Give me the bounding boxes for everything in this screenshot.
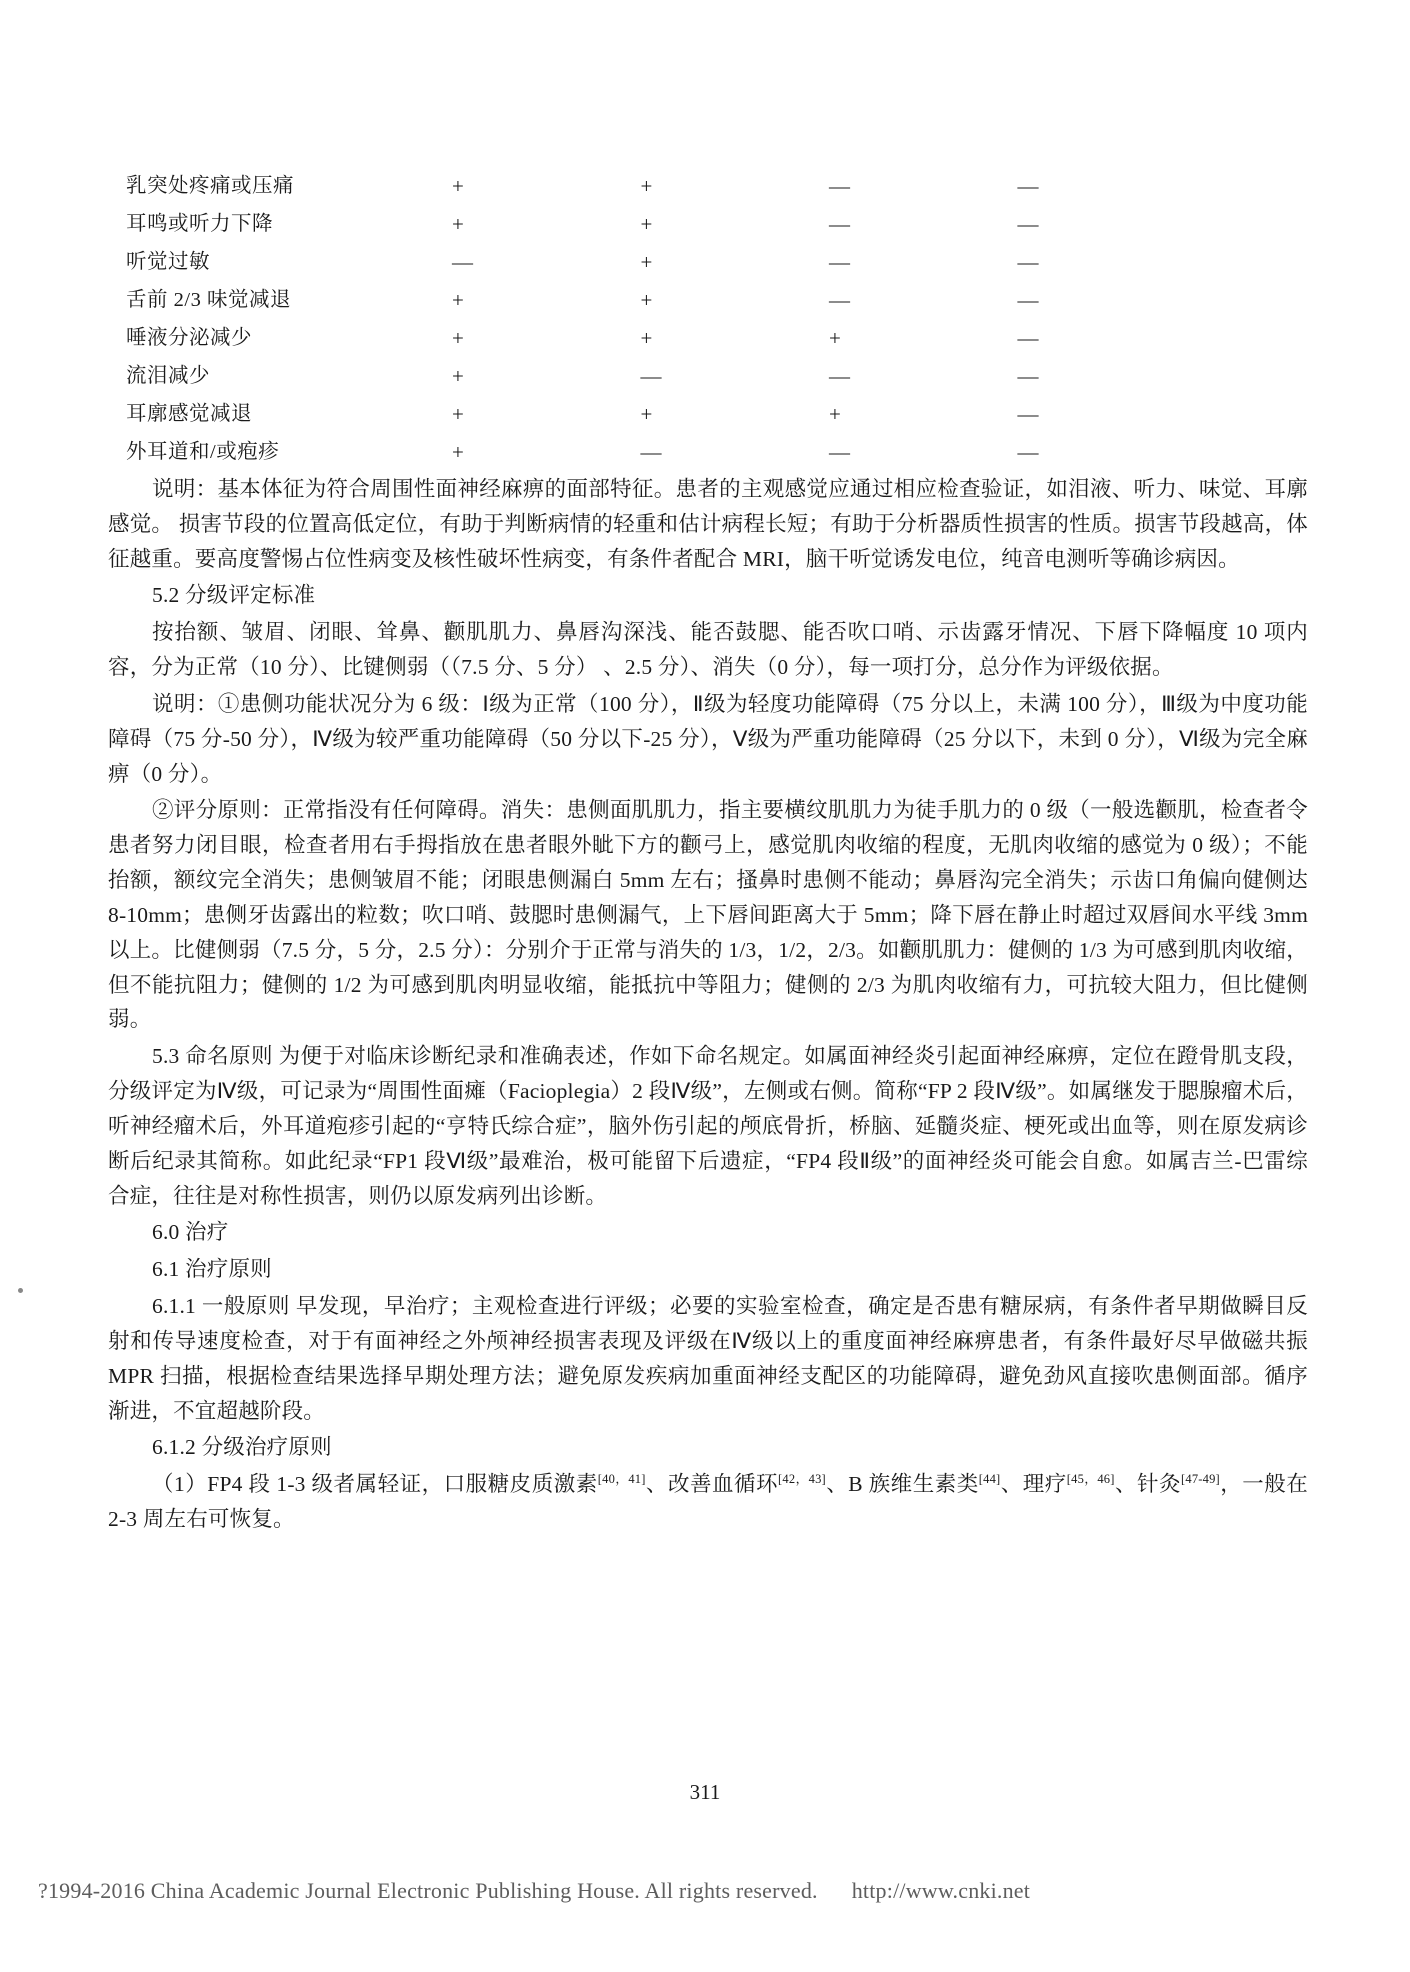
table-row [126,358,1206,396]
footer [38,1878,1378,1904]
reference-40-41: [40，41] [597,1472,646,1487]
table-row [126,206,1206,244]
treatment-text-c: 、B 族维生素类 [825,1472,979,1497]
table-row [126,282,1206,320]
heading-5-2: 5.2 分级评定标准 [152,583,316,608]
symptom-mark-col1: + [452,440,464,464]
paragraph-naming-principles: 5.3 命名原则 为便于对临床诊断纪录和准确表述，作如下命名规定。如属面神经炎引起面神经麻痹，定位在蹬骨肌支段，分级评定为Ⅳ级，可记录为“周围性面瘫（Facioplegia）2 段Ⅳ级”，左侧或右侧。简称“FP 2 段Ⅳ级”。如属继发于腮腺瘤术后，听神经瘤术后，外耳道疱疹引起的“亨特氏综合症”，脑外伤引起的颅底骨折，桥脑、延髓炎症、梗死或出血等，则在原发病诊断后纪录其简称。如此纪录“FP1 段Ⅵ级”最难治，极可能留下后遗症，“FP4 段Ⅱ级”的面神经炎可能会自愈。如属吉兰-巴雷综合症，往往是对称性损害，则仍以原发病列出诊断。 [108,1044,1308,1208]
symptom-label: 乳突处疼痛或压痛 [126,175,294,198]
symptom-mark-col2: — [640,364,662,388]
symptom-mark-col2: + [640,174,653,198]
reference-44: [44] [978,1472,1001,1487]
heading-6-0: 6.0 治疗 [152,1220,229,1245]
symptom-mark-col2: + [640,402,653,426]
paragraph-explanation: 说明：基本体征为符合周围性面神经麻痹的面部特征。患者的主观感觉应通过相应检查验证，如泪液、听力、味觉、耳廓感觉。 损害节段的位置高低定位，有助于判断病情的轻重和估计病程长短；有助于分析器质性损害的性质。损害节段越高，体征越重。要高度警惕占位性病变及核性破坏性病变，有条件者配合 MRI，脑干听觉诱发电位，纯音电测听等确诊病因。 [108,477,1308,571]
symptom-mark-col4: — [1017,326,1039,350]
paragraph-grading-items: 按抬额、皱眉、闭眼、耸鼻、颧肌肌力、鼻唇沟深浅、能否鼓腮、能否吹口哨、示齿露牙情况、下唇下降幅度 10 项内容，分为正常（10 分）、比键侧弱（（7.5 分、5 分） 、2.5 分）、消失（0 分），每一项打分，总分作为评级依据。 [108,620,1308,680]
treatment-text-f: ，一般在 2-3 周左右可恢复。 [108,1472,1308,1532]
symptom-label: 唾液分泌减少 [126,327,252,350]
heading-6-1-2: 6.1.2 分级治疗原则 [152,1435,332,1460]
treatment-text-b: 、改善血循环 [645,1472,779,1497]
treatment-text-a: （1）FP4 段 1-3 级者属轻证，口服糖皮质激素 [152,1472,598,1497]
symptom-table-body [126,168,1206,472]
reference-45-46: [45，46] [1066,1472,1115,1487]
page-content [108,168,1308,1539]
footer-url: http://www.cnki.net [851,1878,1031,1903]
symptom-label: 听觉过敏 [126,251,210,274]
symptom-mark-col2: + [640,212,653,236]
symptom-mark-col1: + [452,212,464,236]
table-row [126,168,1206,206]
reference-42-43: [42，43] [778,1472,826,1487]
symptom-mark-col2: — [640,440,662,464]
symptom-mark-col3: + [829,326,841,350]
symptom-mark-col4: — [1017,174,1039,198]
table-row [126,396,1206,434]
symptom-mark-col2: + [640,250,653,274]
symptom-mark-col1: — [452,250,474,274]
symptom-mark-col3: — [829,364,850,388]
table-row [126,320,1206,358]
symptom-label: 流泪减少 [126,365,210,388]
symptom-mark-col3: + [829,402,841,426]
symptom-table [126,168,1206,472]
symptom-mark-col1: + [452,326,464,350]
paragraph-scoring-principles: ②评分原则：正常指没有任何障碍。消失：患侧面肌肌力，指主要横纹肌肌力为徒手肌力的 0 级（一般选颧肌，检查者令患者努力闭目眼，检查者用右手拇指放在患者眼外眦下方的颧弓上，感觉肌肉收缩的程度，无肌肉收缩的感觉为 0 级）；不能抬额，额纹完全消失；患侧皱眉不能；闭眼患侧漏白 5mm 左右；搔鼻时患侧不能动；鼻唇沟完全消失；示齿口角偏向健侧达 8-10mm；患侧牙齿露出的粒数；吹口哨、鼓腮时患侧漏气，上下唇间距离大于 5mm；降下唇在静止时超过双唇间水平线 3mm 以上。比健侧弱（7.5 分，5 分，2.5 分）：分别介于正常与消失的 1/3，1/2，2/3。如颧肌肌力：健侧的 1/3 为可感到肌肉收缩，但不能抗阻力；健侧的 1/2 为可感到肌肉明显收缩，能抵抗中等阻力；健侧的 2/3 为肌肉收缩有力，可抗较大阻力，但比健侧弱。 [108,798,1308,1032]
symptom-label: 耳廓感觉减退 [126,403,252,426]
symptom-mark-col3: — [829,250,850,274]
symptom-mark-col2: + [640,288,653,312]
symptom-mark-col4: — [1017,212,1039,236]
symptom-mark-col3: — [829,174,850,198]
symptom-mark-col3: — [829,288,850,312]
symptom-mark-col2: + [640,326,653,350]
symptom-mark-col3: — [829,212,850,236]
treatment-text-d: 、理疗 [1000,1472,1067,1497]
footer-copyright: ?1994-2016 China Academic Journal Electronic Publishing House. All rights reserved. [38,1878,818,1903]
symptom-mark-col4: — [1017,402,1039,426]
symptom-mark-col4: — [1017,440,1039,464]
reference-47-49: [47-49] [1181,1472,1220,1487]
heading-6-1: 6.1 治疗原则 [152,1257,272,1282]
symptom-mark-col1: + [452,364,464,388]
table-row [126,434,1206,472]
treatment-text-e: 、针灸 [1114,1472,1181,1497]
paragraph-grade-levels: 说明：①患侧功能状况分为 6 级：Ⅰ级为正常（100 分），Ⅱ级为轻度功能障碍（75 分以上，未满 100 分），Ⅲ级为中度功能障碍（75 分-50 分），Ⅳ级为较严重功能障碍（50 分以下-25 分），Ⅴ级为严重功能障碍（25 分以下，未到 0 分），Ⅵ级为完全麻痹（0 分）。 [108,691,1308,786]
page-number: 311 [689,1780,721,1804]
table-row [126,244,1206,282]
symptom-mark-col1: + [452,288,464,312]
symptom-mark-col4: — [1017,250,1039,274]
symptom-label: 外耳道和/或疱疹 [126,441,280,464]
symptom-mark-col1: + [452,402,464,426]
symptom-mark-col4: — [1017,364,1039,388]
paragraph-general-principles: 6.1.1 一般原则 早发现，早治疗；主观检查进行评级；必要的实验室检查，确定是否患有糖尿病，有条件者早期做瞬目反射和传导速度检查，对于有面神经之外颅神经损害表现及评级在Ⅳ级以上的重度面神经麻痹患者，有条件最好尽早做磁共振 MPR 扫描，根据检查结果选择早期处理方法；避免原发疾病加重面神经支配区的功能障碍，避免劲风直接吹患侧面部。循序渐进，不宜超越阶段。 [108,1294,1308,1423]
symptom-mark-col3: — [829,440,850,464]
paragraph-graded-treatment [108,1467,1308,1537]
symptom-mark-col1: + [452,174,464,198]
margin-dot [18,1288,23,1293]
symptom-mark-col4: — [1017,288,1039,312]
symptom-label: 耳鸣或听力下降 [126,213,273,236]
symptom-label: 舌前 2/3 味觉减退 [126,289,291,312]
